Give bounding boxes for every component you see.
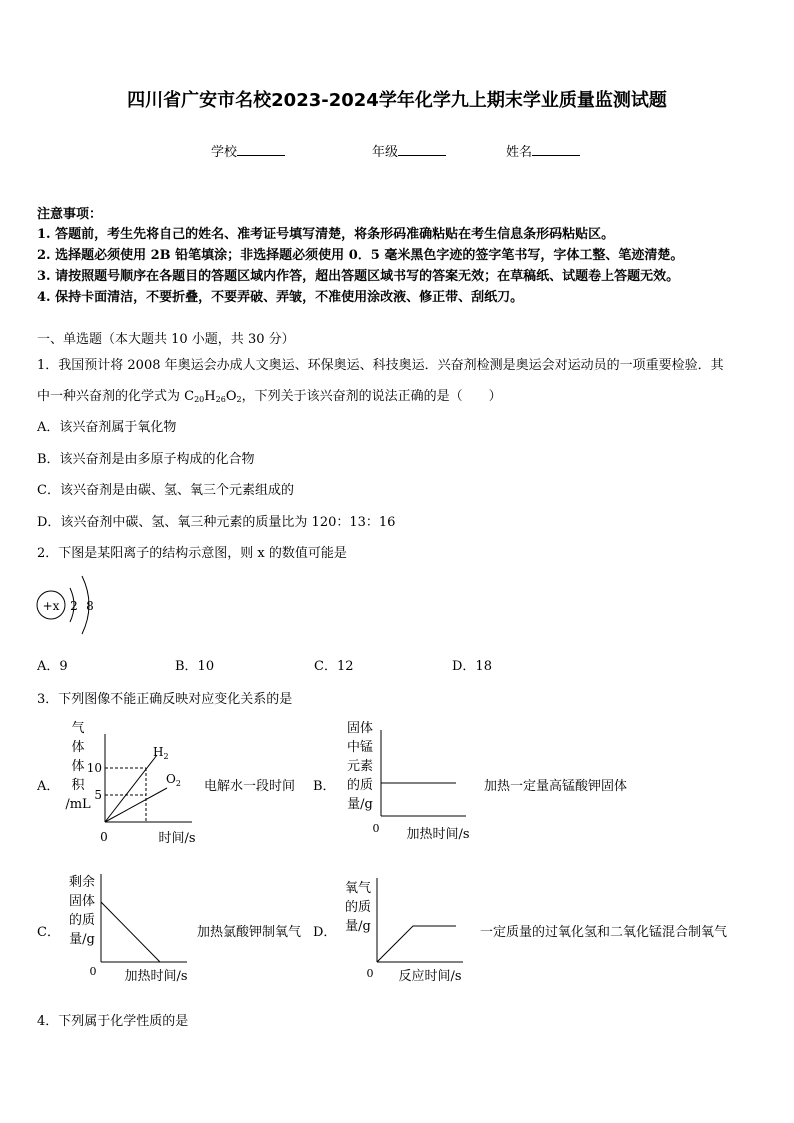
notice-item: 3. 请按照题号顺序在各题目的答题区域内作答，超出答题区域书写的答案无效；在草稿纸、试题卷上答题无效。 <box>37 269 680 284</box>
nucleus-charge: +x <box>42 599 60 613</box>
q1-stem-line2 <box>37 385 502 404</box>
y-axis-label: 量/g <box>347 797 373 812</box>
rise-then-plateau-line <box>377 926 456 962</box>
school-field[interactable] <box>211 141 285 160</box>
notice-item: 1. 答题前，考生先将自己的姓名、准考证号填写清楚，将条形码准确粘贴在考生信息条形码粘贴区。 <box>37 227 615 242</box>
y-axis-label: 的质 <box>346 778 374 793</box>
q4-stem: 4．下列属于化学性质的是 <box>37 1014 189 1029</box>
q2-stem: 2．下图是某阳离子的结构示意图，则 x 的数值可能是 <box>37 546 347 561</box>
name-field[interactable] <box>506 141 580 160</box>
q1-stem-pre: 中一种兴奋剂的化学式为 C <box>37 389 195 404</box>
q1-option-d[interactable]: D．该兴奋剂中碳、氢、氧三种元素的质量比为 120：13：16 <box>37 515 396 530</box>
shell-electron-count: 2 <box>70 599 78 613</box>
q2-option-b[interactable]: B．10 <box>175 659 215 674</box>
y-axis-label: 中锰 <box>346 740 374 755</box>
origin-label: 0 <box>100 830 108 844</box>
q1-stem-post: ，下列关于该兴奋剂的说法正确的是（ ） <box>241 389 502 404</box>
y-axis-label: 的质 <box>344 900 372 915</box>
origin-label: 0 <box>366 967 374 980</box>
grade-blank[interactable] <box>398 143 446 156</box>
q1-option-b[interactable]: B．该兴奋剂是由多原子构成的化合物 <box>37 452 255 467</box>
h2-series-label: $H_2$ <box>153 745 169 761</box>
formula-subscript: 26 <box>215 395 226 404</box>
name-blank[interactable] <box>532 143 580 156</box>
q2-option-d[interactable]: D．18 <box>452 659 492 674</box>
q2-option-a[interactable]: A．9 <box>37 659 68 674</box>
q3-option-a-caption: 电解水一段时间 <box>204 779 296 794</box>
q3-option-d-label[interactable]: D． <box>313 925 337 940</box>
grade-field[interactable] <box>372 141 446 160</box>
y-axis-label: 体 <box>71 740 85 755</box>
y-axis-label: 气 <box>71 721 85 736</box>
notice-heading: 注意事项： <box>37 207 103 222</box>
school-label: 学校 <box>211 145 238 160</box>
h2-line <box>105 755 157 822</box>
y-axis-label: 固体 <box>68 894 96 909</box>
y-axis-label: 氧气 <box>344 881 372 896</box>
notice-item: 2. 选择题必须使用 2B 铅笔填涂；非选择题必须使用 0．5 毫米黑色字迹的签字笔书写，字体工整、笔迹清楚。 <box>37 248 684 263</box>
x-axis-label: 加热时间/s <box>406 827 470 842</box>
graph-b <box>336 718 476 848</box>
y-axis-label: 剩余 <box>68 875 96 890</box>
y-axis-label: /mL <box>65 797 91 812</box>
q3-option-b-label[interactable]: B． <box>313 779 336 794</box>
q3-stem: 3．下列图像不能正确反映对应变化关系的是 <box>37 692 293 707</box>
q3-option-c-caption: 加热氯酸钾制氧气 <box>197 925 302 940</box>
y-axis-label: 量/g <box>345 919 371 934</box>
decreasing-line <box>101 902 160 962</box>
q1-option-c[interactable]: C．该兴奋剂是由碳、氢、氧三个元素组成的 <box>37 483 294 498</box>
q3-option-c-label[interactable]: C． <box>37 925 60 940</box>
y-axis-label: 的质 <box>68 913 96 928</box>
y-axis-label: 固体 <box>346 721 374 736</box>
formula-element: H <box>204 389 216 404</box>
y-axis-label: 元素 <box>346 759 374 774</box>
q3-option-b-caption: 加热一定量高锰酸钾固体 <box>484 779 628 794</box>
notice-item: 4. 保持卡面清洁，不要折叠，不要弄破、弄皱，不准使用涂改液、修正带、刮纸刀。 <box>37 290 524 305</box>
origin-label: 0 <box>89 965 97 978</box>
y-tick-label: 10 <box>86 761 102 775</box>
school-blank[interactable] <box>237 143 285 156</box>
q3-option-d-caption: 一定质量的过氧化氢和二氧化锰混合制氧气 <box>480 925 728 940</box>
q3-option-a-label[interactable]: A． <box>37 779 60 794</box>
ion-structure-diagram <box>34 568 114 642</box>
grade-label: 年级 <box>372 145 399 160</box>
section-heading: 一、单选题（本大题共 10 小题，共 30 分） <box>37 332 295 347</box>
y-tick-label: 5 <box>94 788 102 802</box>
formula-subscript: 20 <box>194 395 205 404</box>
q1-option-a[interactable]: A．该兴奋剂属于氧化物 <box>37 420 177 435</box>
x-axis-label: 加热时间/s <box>124 969 188 984</box>
page-title: 四川省广安市名校2023-2024学年化学九上期末学业质量监测试题 <box>127 90 667 111</box>
y-axis-label: 体 <box>71 759 85 774</box>
o2-line <box>105 788 167 822</box>
y-axis-label: 量/g <box>69 932 95 947</box>
x-axis-label: 时间/s <box>158 831 196 846</box>
formula-subscript: 2 <box>236 395 242 404</box>
graph-a <box>62 718 202 848</box>
origin-label: 0 <box>372 822 380 835</box>
graph-d <box>338 874 478 989</box>
o2-series-label: $O_2$ <box>166 772 181 788</box>
name-label: 姓名 <box>506 145 533 160</box>
formula-element: O <box>225 389 237 404</box>
x-axis-label: 反应时间/s <box>398 969 462 984</box>
q1-stem-line1: 1．我国预计将 2008 年奥运会办成人文奥运、环保奥运、科技奥运．兴奋剂检测是奥运会对运动员的一项重要检验．其 <box>37 358 724 373</box>
graph-c <box>62 868 202 988</box>
y-axis-label: 积 <box>71 778 85 793</box>
shell-electron-count: 8 <box>86 599 94 613</box>
q2-option-c[interactable]: C．12 <box>314 659 354 674</box>
